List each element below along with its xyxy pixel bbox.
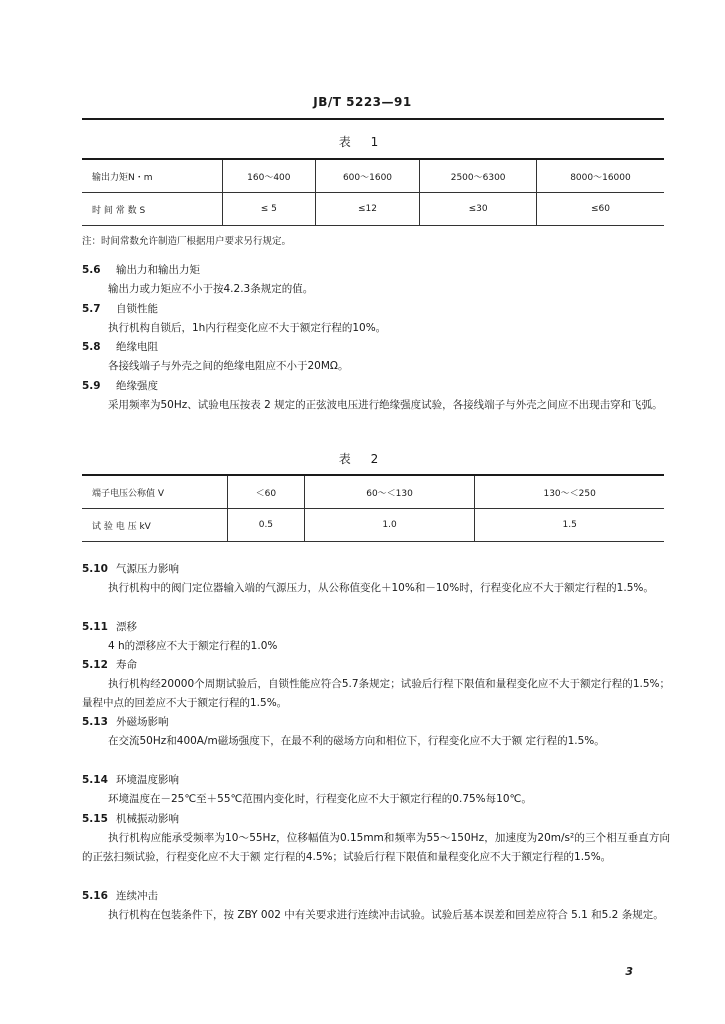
section-5-14-text: 环境温度在－25℃至＋55℃范围内变化时，行程变化应不大于额定行程的0.75%每10℃。	[108, 793, 532, 805]
table1-note: 注：时间常数允许制造厂根据用户要求另行规定。	[82, 236, 292, 247]
table-cell: 8000～16000	[536, 159, 664, 193]
section-5-14-heading: 5.14 环境温度影响	[82, 774, 179, 786]
table-cell: 输出力矩N・m	[82, 159, 223, 193]
table-cell: 试 验 电 压 kV	[82, 509, 228, 542]
section-5-9-text: 采用频率为50Hz、试验电压按表 2 规定的正弦波电压进行绝缘强度试验，各接线端子与外壳之间应不出现击穿和飞弧。	[108, 399, 663, 411]
section-5-16-heading: 5.16 连续冲击	[82, 890, 158, 902]
header-rule	[82, 118, 664, 120]
section-5-11-text: 4 h的漂移应不大于额定行程的1.0%	[108, 640, 278, 652]
section-5-10-text: 执行机构中的阀门定位器输入端的气源压力，从公称值变化＋10%和－10%时，行程变化应不大于额定行程的1.5%。	[108, 582, 654, 594]
table-cell: 端子电压公称值 V	[82, 475, 228, 509]
section-5-13-heading: 5.13 外磁场影响	[82, 716, 169, 728]
section-5-6-heading: 5.6 输出力和输出力矩	[82, 264, 200, 276]
section-5-16-text: 执行机构在包装条件下，按 ZBY 002 中有关要求进行连续冲击试验。试验后基本误差和回差应符合 5.1 和5.2 条规定。	[108, 909, 664, 921]
section-5-15-text: 执行机构应能承受频率为10～55Hz，位移幅值为0.15mm和频率为55～150Hz，加速度为20m/s²的三个相互垂直方向的正弦扫频试验，行程变化应不大于额 定行程的4.5%；试验后行程下限值和量程变化应不大于额定行程的1.5%。	[82, 832, 670, 863]
table-cell: ≤12	[315, 193, 420, 226]
table-cell: 1.5	[475, 509, 664, 542]
section-5-15-heading: 5.15 机械振动影响	[82, 813, 179, 825]
table1	[82, 158, 664, 226]
table-cell: 160～400	[223, 159, 316, 193]
page-number: 3	[625, 965, 633, 978]
table-cell: 600～1600	[315, 159, 420, 193]
section-5-6-text: 输出力或力矩应不小于按4.2.3条规定的值。	[108, 283, 314, 295]
table-row	[82, 509, 664, 542]
table-cell: 60～＜130	[304, 475, 475, 509]
table2	[82, 474, 664, 542]
table-cell: ≤60	[536, 193, 664, 226]
standard-code-header: JB/T 5223—91	[313, 95, 412, 109]
table2-caption: 表 2	[338, 452, 387, 466]
table-cell: 130～＜250	[475, 475, 664, 509]
section-5-9-heading: 5.9 绝缘强度	[82, 380, 158, 392]
section-5-12-text: 执行机构经20000个周期试验后，自锁性能应符合5.7条规定；试验后行程下限值和量程变化应不大于额定行程的1.5%；量程中点的回差应不大于额定行程的1.5%。	[82, 678, 670, 709]
section-5-8-heading: 5.8 绝缘电阻	[82, 341, 158, 353]
section-5-8-text: 各接线端子与外壳之间的绝缘电阻应不小于20MΩ。	[108, 360, 349, 372]
table1-caption: 表 1	[338, 135, 387, 149]
table-cell: ≤30	[420, 193, 537, 226]
section-5-7-heading: 5.7 自锁性能	[82, 303, 158, 315]
section-5-7-text: 执行机构自锁后，1h内行程变化应不大于额定行程的10%。	[108, 322, 387, 334]
table-row	[82, 475, 664, 509]
table-cell: 2500～6300	[420, 159, 537, 193]
table-cell: 0.5	[228, 509, 305, 542]
table-cell: 1.0	[304, 509, 475, 542]
table-cell: 时 间 常 数 S	[82, 193, 223, 226]
section-5-13-text: 在交流50Hz和400A/m磁场强度下，在最不利的磁场方向和相位下，行程变化应不大于额 定行程的1.5%。	[108, 735, 605, 747]
table-cell: ≤ 5	[223, 193, 316, 226]
table-cell: ＜60	[228, 475, 305, 509]
section-5-12-heading: 5.12 寿命	[82, 659, 137, 671]
table-row	[82, 193, 664, 226]
section-5-11-heading: 5.11 漂移	[82, 621, 137, 633]
section-5-10-heading: 5.10 气源压力影响	[82, 563, 179, 575]
table-row	[82, 159, 664, 193]
